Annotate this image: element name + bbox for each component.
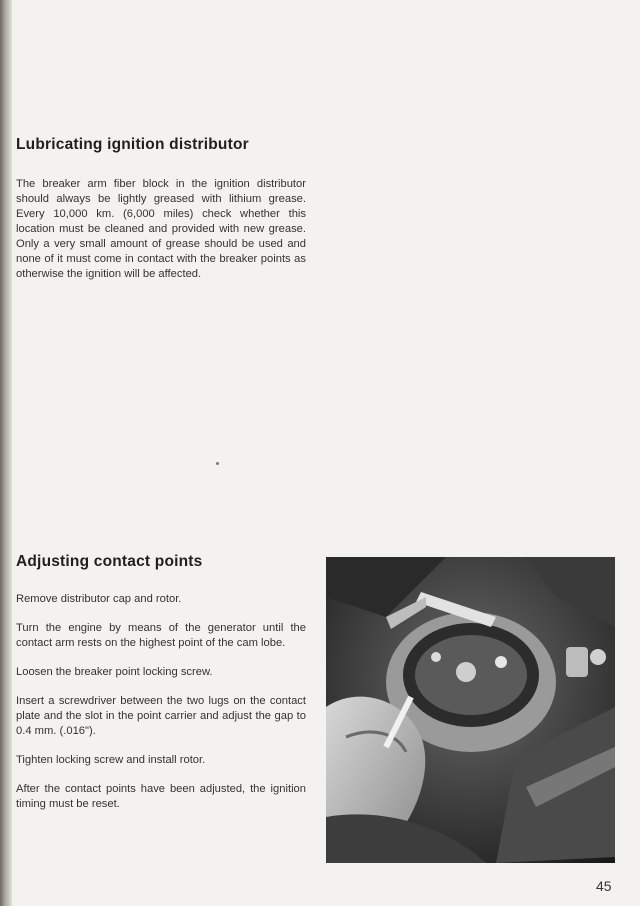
lubricating-paragraph: The breaker arm fiber block in the ignition distributor should always be lightly greased with lithium grease. Every 10,000 km. (6,000 miles) check whether this location must be cleaned and provided with new grease. Only a very small amount of grease should be used and none of it must come in contact with the breaker points as otherwise the ignition will be affected. [16,178,306,280]
step-paragraph: Turn the engine by means of the generator until the contact arm rests on the highest point of the cam lobe. [16,622,306,649]
step-paragraph: Insert a screwdriver between the two lugs on the contact plate and the slot in the point carrier and adjust the gap to 0.4 mm. (.016"). [16,695,306,737]
page-binding-edge [0,0,12,906]
distributor-photo [326,557,615,863]
section-title-adjusting: Adjusting contact points [16,553,203,570]
step-paragraph: After the contact points have been adjusted, the ignition timing must be reset. [16,783,306,810]
print-speck [216,462,219,465]
step-paragraph: Remove distributor cap and rotor. [16,593,182,605]
section-title-lubricating: Lubricating ignition distributor [16,136,249,153]
step-paragraph: Loosen the breaker point locking screw. [16,666,213,678]
step-paragraph: Tighten locking screw and install rotor. [16,754,206,766]
page-number: 45 [596,878,612,894]
adjusting-steps [16,592,306,826]
